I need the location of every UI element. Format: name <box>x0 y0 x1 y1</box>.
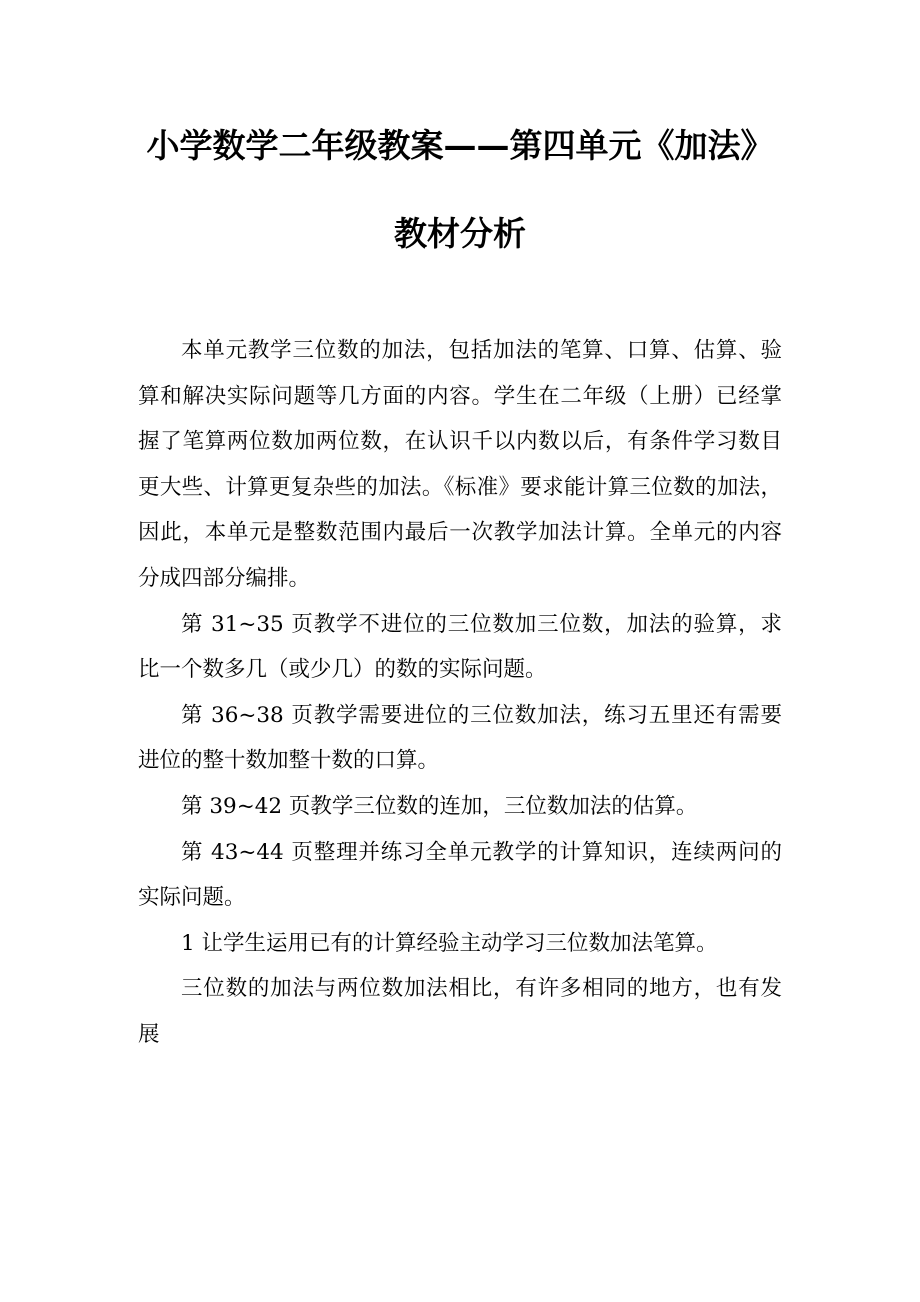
document-body <box>138 328 782 1058</box>
paragraph-intro: 本单元教学三位数的加法，包括加法的笔算、口算、估算、验算和解决实际问题等几方面的内容。学生在二年级（上册）已经掌握了笔算两位数加两位数，在认识千以内数以后，有条件学习数目更大些、计算更复杂些的加法。《标准》要求能计算三位数的加法，因此，本单元是整数范围内最后一次教学加法计算。全单元的内容分成四部分编排。 <box>138 338 782 591</box>
paragraph-comparison: 三位数的加法与两位数加法相比，有许多相同的地方，也有发展 <box>138 976 782 1047</box>
paragraph-pages-31-35: 第 31~35 页教学不进位的三位数加三位数，加法的验算，求比一个数多几（或少几）的数的实际问题。 <box>138 611 782 683</box>
paragraph-point-1: 1 让学生运用已有的计算经验主动学习三位数加法笔算。 <box>181 930 718 956</box>
paragraph-pages-36-38: 第 36~38 页教学需要进位的三位数加法，练习五里还有需要进位的整十数加整十数的口算。 <box>138 702 782 774</box>
document-title: 小学数学二年级教案——第四单元《加法》教材分析 <box>146 126 774 253</box>
paragraph-pages-43-44: 第 43~44 页整理并练习全单元教学的计算知识，连续两问的实际问题。 <box>138 839 782 911</box>
paragraph-pages-39-42: 第 39~42 页教学三位数的连加，三位数加法的估算。 <box>181 793 698 819</box>
